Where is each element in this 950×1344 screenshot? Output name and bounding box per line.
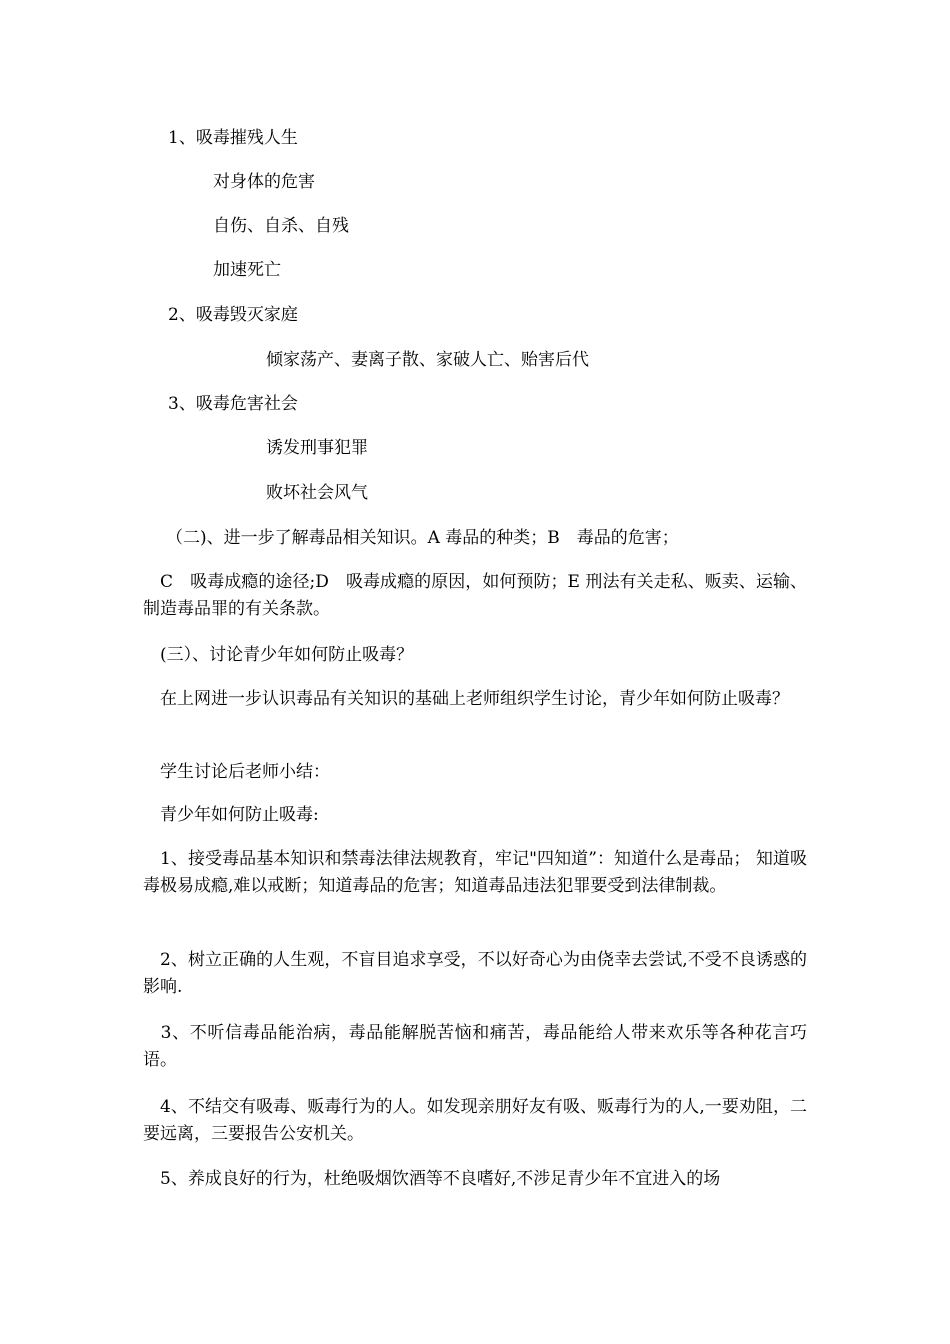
section-heading-3: 3、吸毒危害社会 — [168, 394, 298, 414]
paragraph: 在上网进一步认识毒品有关知识的基础上老师组织学生讨论，青少年如何防止吸毒？ — [143, 689, 789, 709]
paragraph: 2、树立正确的人生观，不盲目追求享受，不以好奇心为由侥幸去尝试,不受不良诱惑的影响. — [143, 950, 807, 997]
section-heading-2: 2、吸毒毁灭家庭 — [168, 305, 298, 325]
paragraph: （二)、进一步了解毒品相关知识。A 毒品的种类；B 毒品的危害； — [166, 528, 679, 548]
list-item: 加速死亡 — [213, 260, 281, 280]
section-heading-1: 1、吸毒摧残人生 — [168, 128, 298, 148]
paragraph: 1、接受毒品基本知识和禁毒法律法规教育，牢记"四知道”：知道什么是毒品； 知道吸毒极易成瘾,难以戒断；知道毒品的危害；知道毒品违法犯罪要受到法律制裁。 — [143, 849, 807, 896]
paragraph: 3、不听信毒品能治病，毒品能解脱苦恼和痛苦，毒品能给人带来欢乐等各种花言巧语。 — [143, 1023, 807, 1070]
list-item: 败坏社会风气 — [266, 483, 368, 503]
section-heading: (三）、讨论青少年如何防止吸毒？ — [160, 645, 414, 665]
paragraph: 学生讨论后老师小结： — [143, 762, 330, 782]
paragraph: 青少年如何防止吸毒: — [143, 805, 319, 825]
list-item: 对身体的危害 — [213, 172, 315, 192]
list-item: 自伤、自杀、自残 — [213, 216, 349, 236]
paragraph: 5、养成良好的行为，杜绝吸烟饮酒等不良嗜好,不涉足青少年不宜进入的场 — [143, 1169, 721, 1189]
list-item: 诱发刑事犯罪 — [266, 438, 368, 458]
paragraph: 4、不结交有吸毒、贩毒行为的人。如发现亲朋好友有吸、贩毒行为的人,一要劝阻，二要远离，三要报告公安机关。 — [143, 1097, 807, 1144]
list-item: 倾家荡产、妻离子散、家破人亡、贻害后代 — [266, 350, 589, 370]
paragraph: C 吸毒成瘾的途径;D 吸毒成瘾的原因，如何预防；E 刑法有关走私、贩卖、运输、制造毒品罪的有关条款。 — [143, 572, 807, 619]
